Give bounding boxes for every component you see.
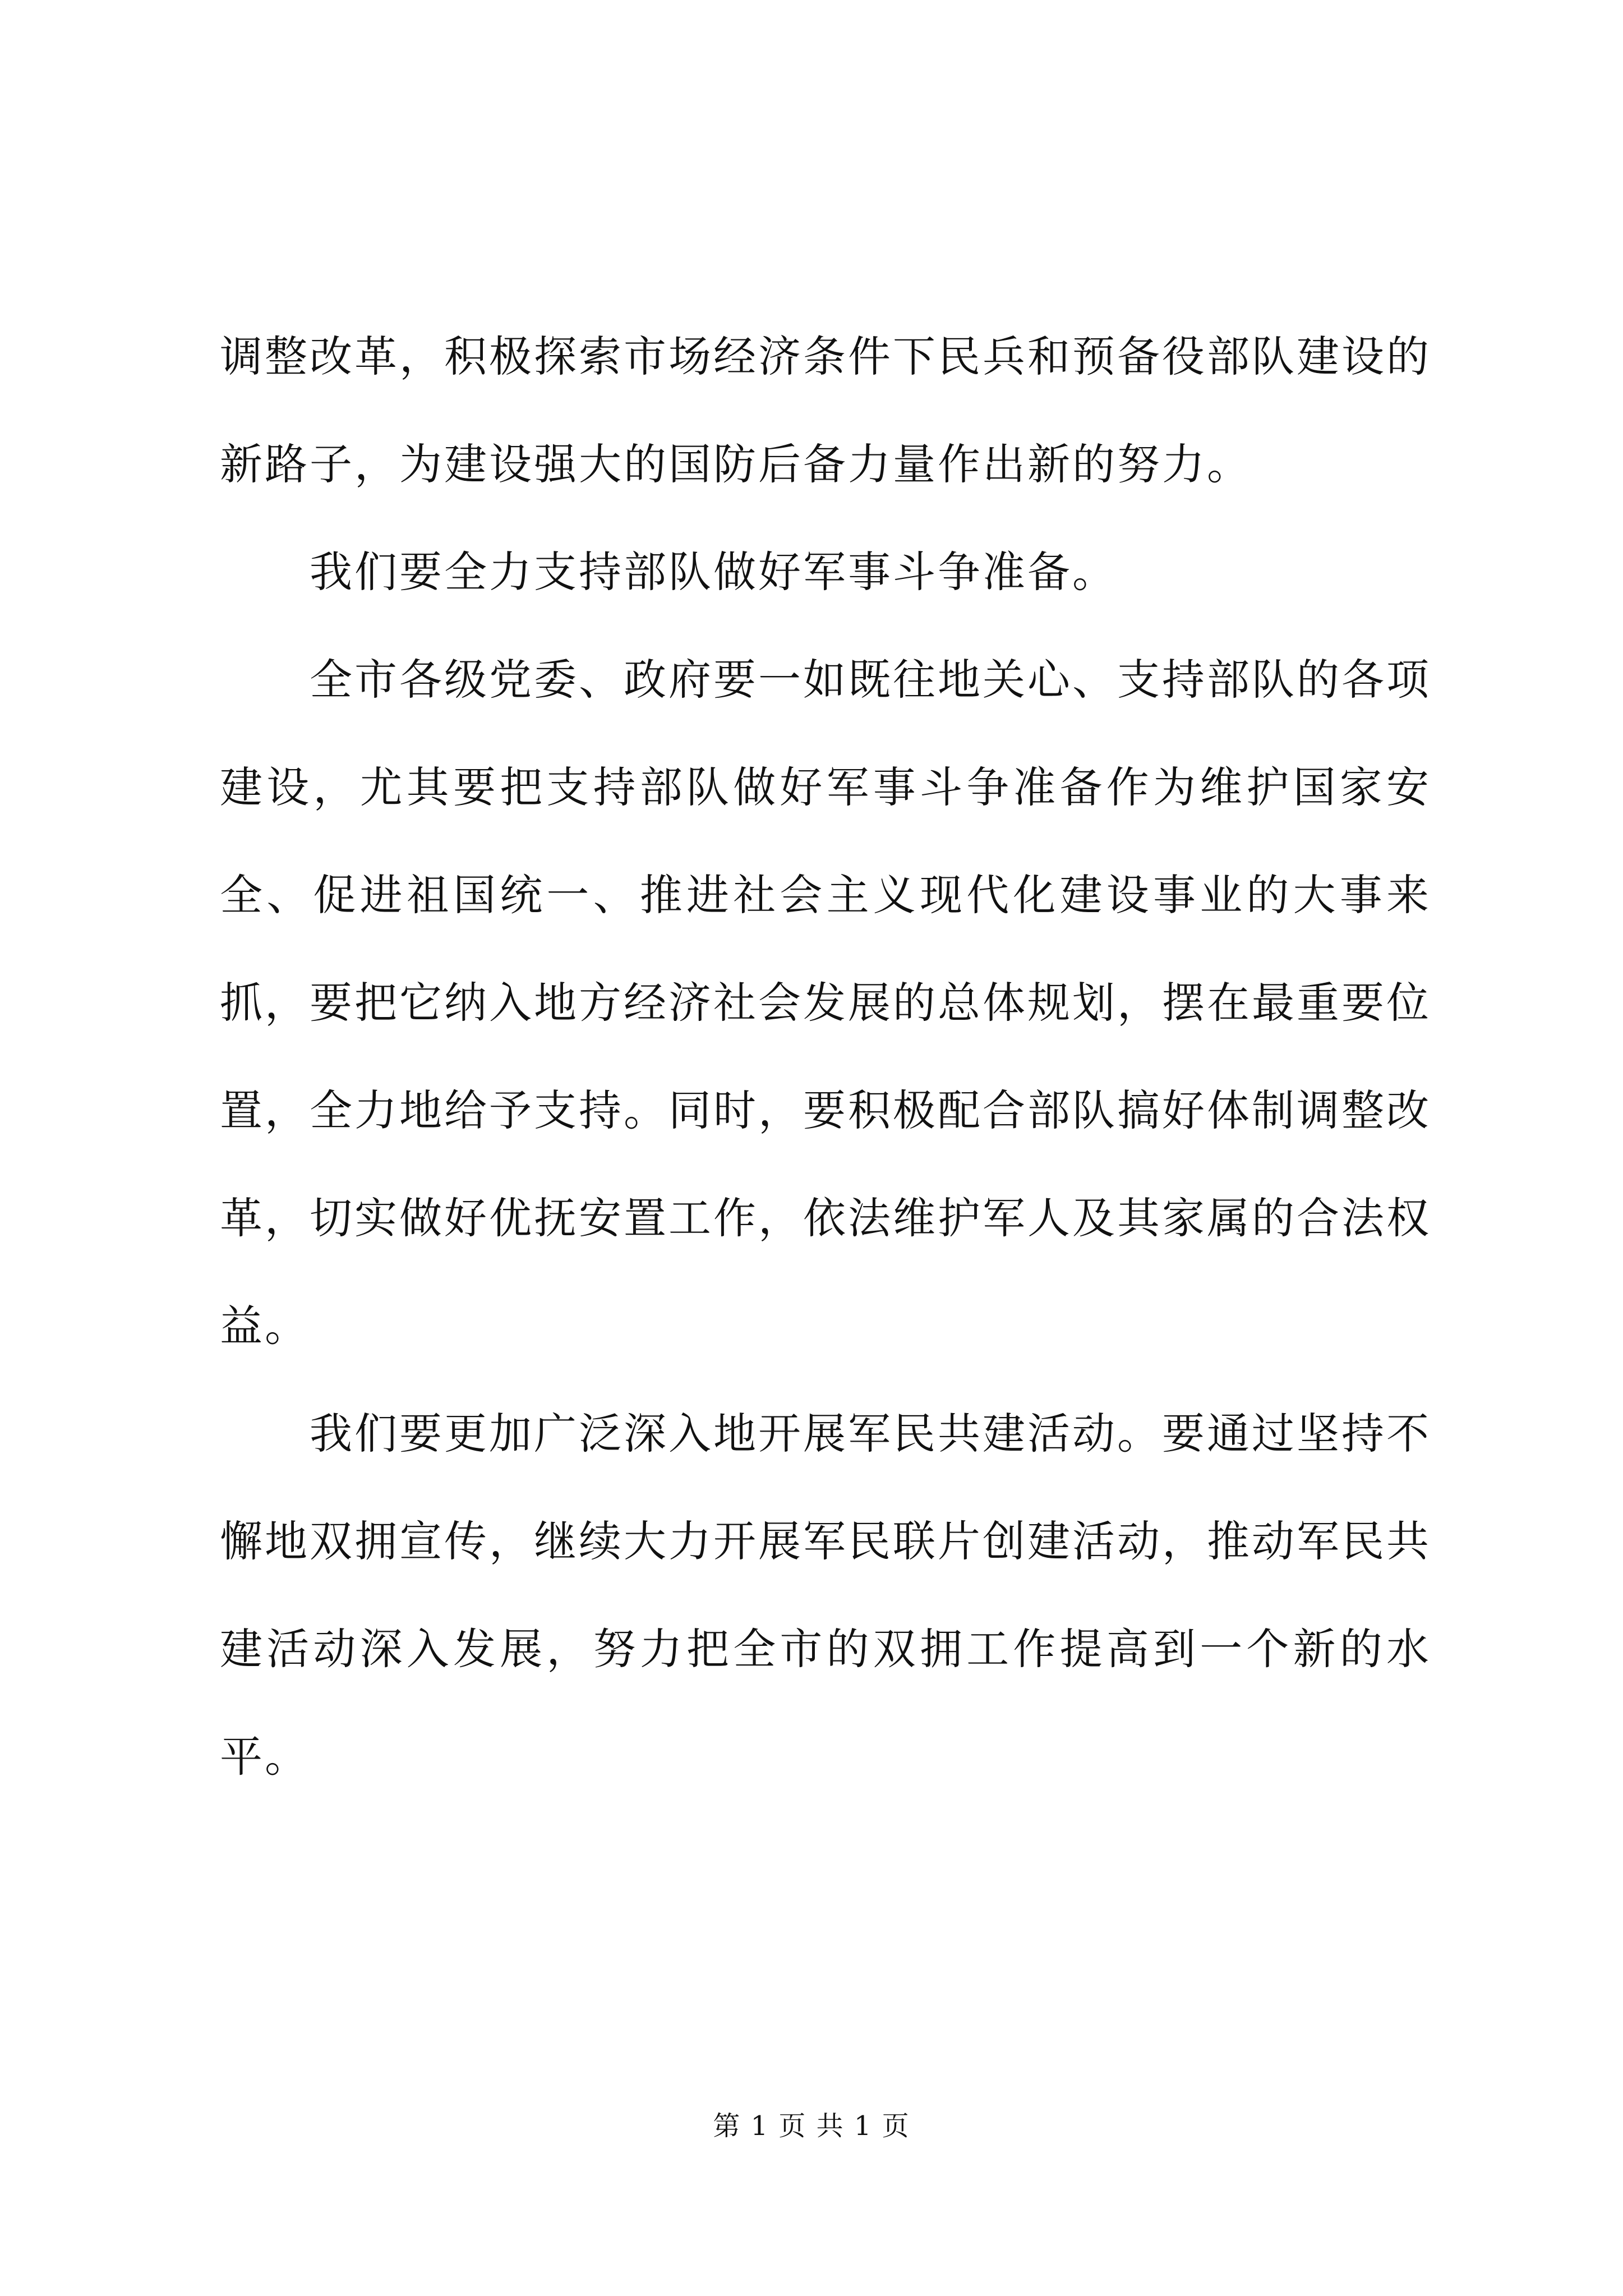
document-body xyxy=(220,303,1431,1811)
paragraph-party-government-support: 全市各级党委、政府要一如既往地关心、支持部队的各项建设，尤其要把支持部队做好军事斗争准备作为维护国家安全、促进祖国统一、推进社会主义现代化建设事业的大事来抓，要把它纳入地方经济社会发展的总体规划，摆在最重要位置，全力地给予支持。同时，要积极配合部队搞好体制调整改革，切实做好优抚安置工作，依法维护军人及其家属的合法权益。 xyxy=(220,655,1431,1351)
paragraph-joint-construction: 我们要更加广泛深入地开展军民共建活动。要通过坚持不懈地双拥宣传，继续大力开展军民联片创建活动，推动军民共建活动深入发展，努力把全市的双拥工作提高到一个新的水平。 xyxy=(220,1409,1431,1782)
page-number-footer: 第 1 页 共 1 页 xyxy=(713,2110,910,2142)
paragraph-continuation: 调整改革，积极探索市场经济条件下民兵和预备役部队建设的新路子，为建设强大的国防后备力量作出新的努力。 xyxy=(220,332,1431,489)
paragraph-military-preparation: 我们要全力支持部队做好军事斗争准备。 xyxy=(310,547,1117,597)
